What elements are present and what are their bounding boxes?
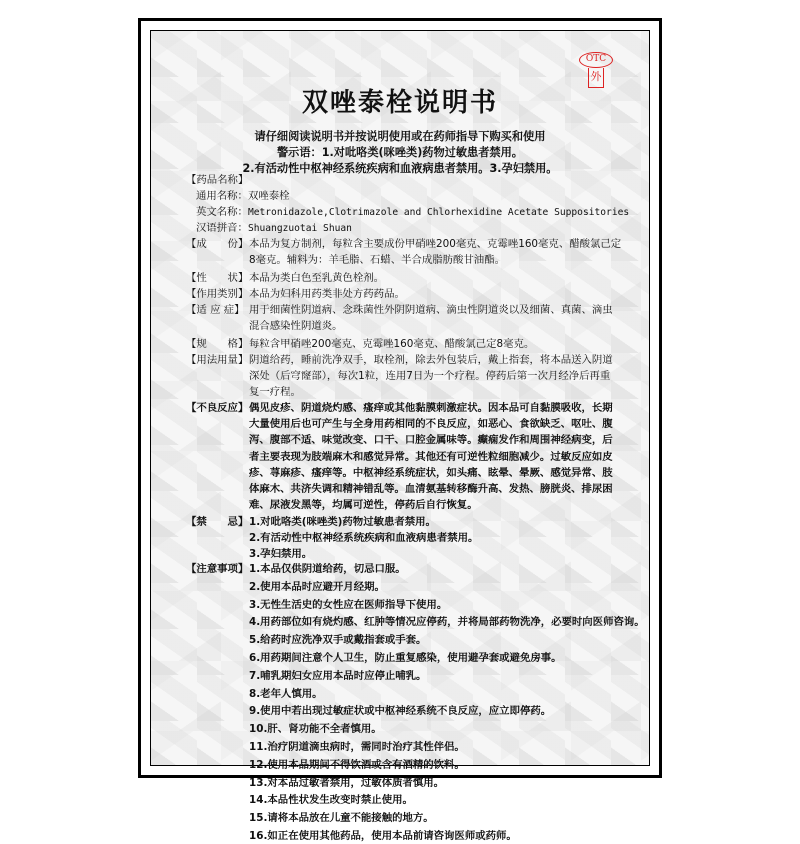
precautions-line: 1.本品仅供阴道给药，切忌口服。 xyxy=(249,563,406,575)
warning-line-1: 警示语：1.对吡咯类(咪唑类)药物过敏患者禁用。 xyxy=(276,146,523,159)
indications-line: 用于细菌性阴道病、念珠菌性外阴阴道病、滴虫性阴道炎以及细菌、真菌、滴虫 xyxy=(249,304,613,316)
precautions-line: 9.使用中若出现过敏症状或中枢神经系统不良反应，应立即停药。 xyxy=(249,705,552,718)
contraindications-line: 2.有活动性中枢神经系统疾病和血液病患者禁用。 xyxy=(249,532,479,545)
generic-name-row: 通用名称：双唑泰栓 xyxy=(196,190,290,202)
indications-label: 【适 应 症】 xyxy=(186,304,245,316)
adverse-label: 【不良反应】 xyxy=(186,402,249,414)
precautions-line: 6.用药期间注意个人卫生，防止重复感染，使用避孕套或避免房事。 xyxy=(249,652,562,664)
precautions-line: 13.对本品过敏者禁用，过敏体质者慎用。 xyxy=(249,776,445,789)
precautions-label: 【注意事项】 xyxy=(186,563,249,575)
english-name-row: 英文名称：Metronidazole,Clotrimazole and Chlorhexidine Acetate Suppositories xyxy=(196,206,630,218)
pinyin-row: 汉语拼音：Shuangzuotai Shuan xyxy=(196,222,352,234)
dosage-line: 深处（后穹窿部），每次1粒，连用7日为一个疗程。停药后第一次月经净后再重 xyxy=(249,370,611,383)
otc-label: OTC xyxy=(579,52,613,68)
precautions-line: 15.请将本品放在儿童不能接触的地方。 xyxy=(249,812,434,825)
dosage-label: 【用法用量】 xyxy=(186,354,249,366)
usage-notice: 请仔细阅读说明书并按说明使用或在药师指导下购买和使用 xyxy=(254,130,546,143)
warning-line-2: 2.有活动性中枢神经系统疾病和血液病患者禁用。3.孕妇禁用。 xyxy=(242,162,558,175)
precautions-line: 5.给药时应洗净双手或戴指套或手套。 xyxy=(249,634,427,647)
precautions-line: 11.治疗阴道滴虫病时，需同时治疗其性伴侣。 xyxy=(249,741,465,753)
contraindications-label: 【禁 忌】 xyxy=(186,516,249,528)
precautions-line: 3.无性生活史的女性应在医师指导下使用。 xyxy=(249,598,448,611)
composition-label: 【成 份】 xyxy=(186,238,249,250)
adverse-line: 泻、腹部不适、味觉改变、口干、口腔金属味等。癫痫发作和周围神经病变，后 xyxy=(249,434,613,447)
drug-name-header: 【药品名称】 xyxy=(186,174,249,186)
precautions-line: 8.老年人慎用。 xyxy=(249,687,323,700)
document-title: 双唑泰栓说明书 xyxy=(301,88,498,118)
specification-line: 每粒含甲硝唑200毫克、克霉唑160毫克、醋酸氯己定8毫克。 xyxy=(249,338,535,350)
properties-line: 本品为类白色至乳黄色栓剂。 xyxy=(249,272,385,284)
category-line: 本品为妇科用药类非处方药药品。 xyxy=(249,288,405,300)
properties-label: 【性 状】 xyxy=(186,272,249,284)
composition-line: 本品为复方制剂，每粒含主要成份甲硝唑200毫克、克霉唑160毫克、醋酸氯己定 xyxy=(249,238,622,250)
composition-line: 8毫克。辅料为：羊毛脂、石蜡、半合成脂肪酸甘油酯。 xyxy=(249,254,505,267)
adverse-line: 者主要表现为肢端麻木和感觉异常。其他还有可逆性粒细胞减少。过敏反应如皮 xyxy=(249,450,613,463)
otc-category: 外 xyxy=(588,68,604,88)
precautions-line: 16.如正在使用其他药品，使用本品前请咨询医师或药师。 xyxy=(249,830,517,842)
contraindications-line: 1.对吡咯类(咪唑类)药物过敏患者禁用。 xyxy=(249,516,436,528)
adverse-line: 疹、荨麻疹、瘙痒等。中枢神经系统症状，如头痛、眩晕、晕厥、感觉异常、肢 xyxy=(249,466,613,479)
precautions-line: 12.使用本品期间不得饮酒或含有酒精的饮料。 xyxy=(249,758,465,771)
adverse-line: 大量使用后也可产生与全身用药相同的不良反应，如恶心、食欲缺乏、呕吐、腹 xyxy=(249,418,613,431)
adverse-line: 难、尿液发黑等，均属可逆性，停药后自行恢复。 xyxy=(249,499,478,512)
category-label: 【作用类别】 xyxy=(186,288,249,300)
adverse-line: 偶见皮疹、阴道烧灼感、瘙痒或其他黏膜刺激症状。因本品可自黏膜吸收，长期 xyxy=(249,402,613,414)
precautions-line: 7.哺乳期妇女应用本品时应停止哺乳。 xyxy=(249,669,427,682)
contraindications-line: 3.孕妇禁用。 xyxy=(249,548,313,561)
indications-line: 混合感染性阴道炎。 xyxy=(249,320,343,333)
precautions-line: 2.使用本品时应避开月经期。 xyxy=(249,580,385,593)
adverse-line: 体麻木、共济失调和精神错乱等。血清氨基转移酶升高、发热、膀胱炎、排尿困 xyxy=(249,483,613,495)
precautions-line: 4.用药部位如有烧灼感、红肿等情况应停药，并将局部药物洗净，必要时向医师咨询。 xyxy=(249,616,645,629)
dosage-line: 复一疗程。 xyxy=(249,386,301,399)
specification-label: 【规 格】 xyxy=(186,338,249,350)
dosage-line: 阴道给药，睡前洗净双手，取栓剂，除去外包装后，戴上指套，将本品送入阴道 xyxy=(249,354,613,366)
precautions-line: 14.本品性状发生改变时禁止使用。 xyxy=(249,794,413,807)
precautions-line: 10.肝、肾功能不全者慎用。 xyxy=(249,723,382,736)
